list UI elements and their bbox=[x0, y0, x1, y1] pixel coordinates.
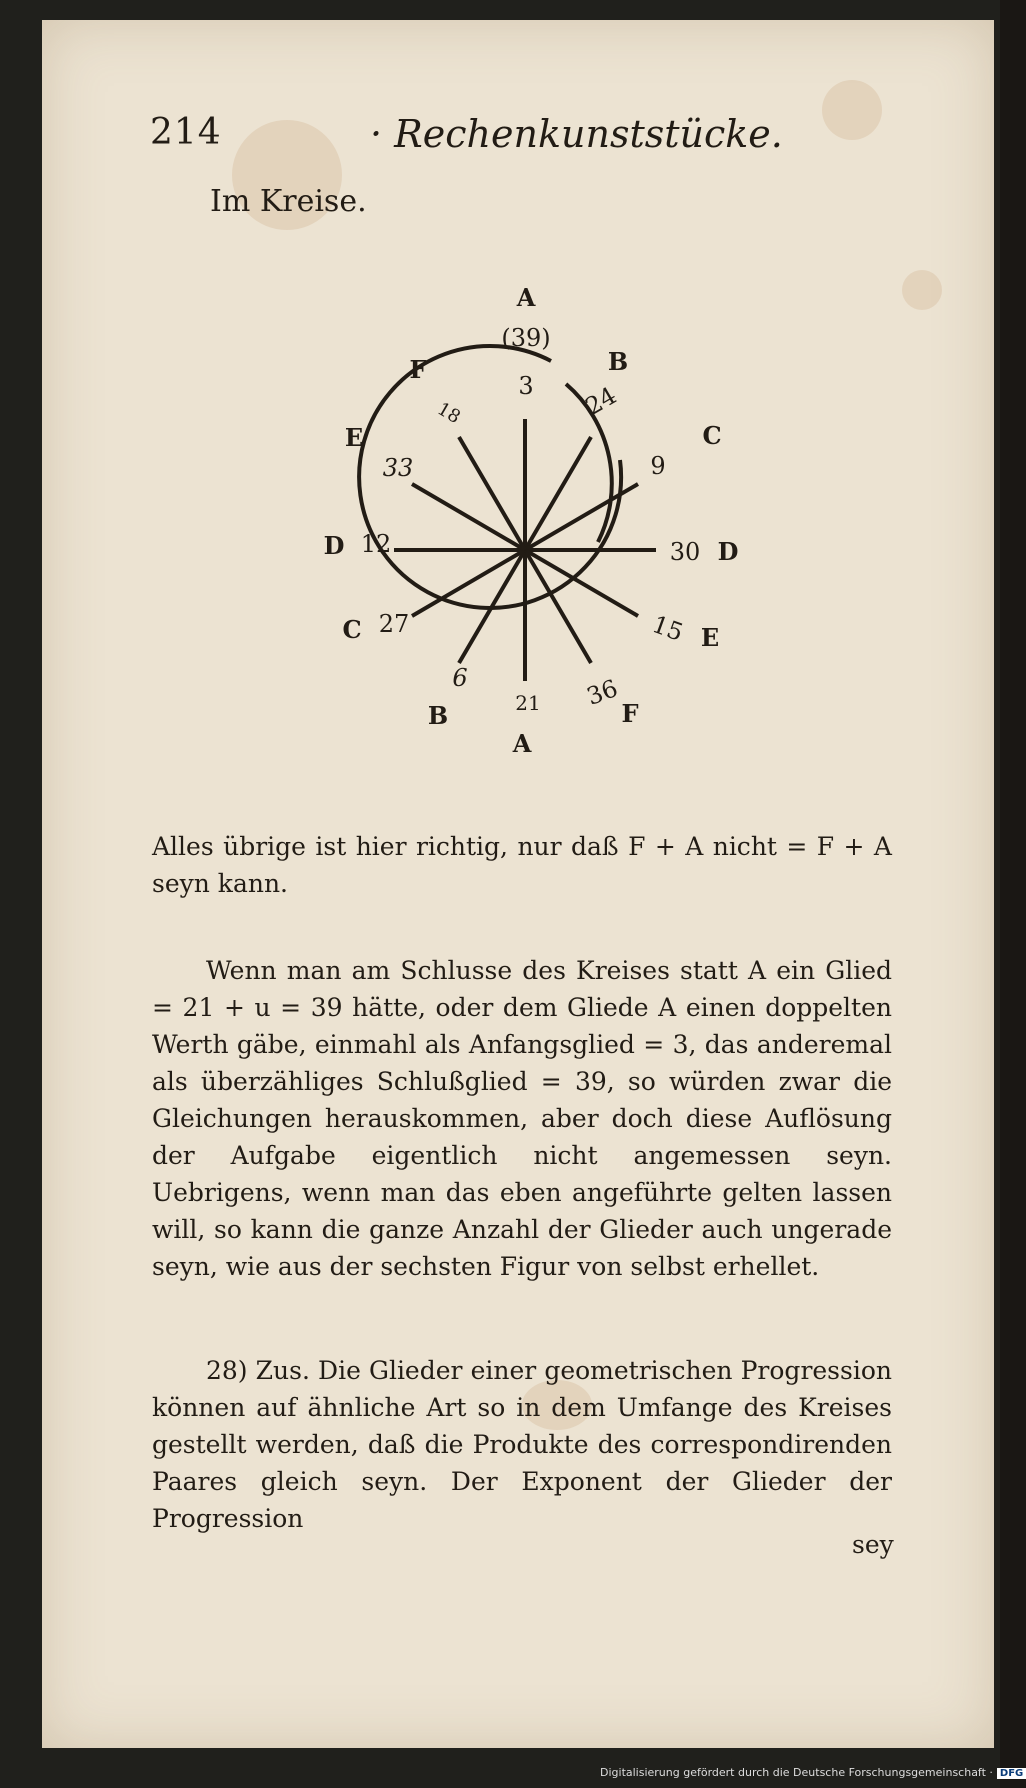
dfg-logo: DFG bbox=[997, 1768, 1026, 1779]
running-title: · Rechenkunststücke. bbox=[370, 112, 783, 156]
credit-text: Digitalisierung gefördert durch die Deutsche Forschungsgemeinschaft · bbox=[600, 1766, 993, 1779]
label-21: 21 bbox=[515, 691, 541, 715]
label-B-bottom: B bbox=[427, 701, 449, 730]
label-top-value: (39) bbox=[501, 324, 551, 352]
section-subheading: Im Kreise. bbox=[210, 184, 367, 219]
label-F-top: F bbox=[409, 355, 427, 384]
label-E-right: E bbox=[700, 623, 720, 652]
label-18: 18 bbox=[433, 398, 464, 429]
label-B-top: B bbox=[607, 347, 629, 376]
paragraph-3: 28) Zus. Die Glieder einer geometrischen Progression können auf ähnliche Art so in dem Umfange des Kreises gestellt werden, daß die Produkte des correspondirenden Paares gleich seyn. Der Exponent der Glieder der Progression bbox=[152, 1356, 892, 1533]
paragraph-1: Alles übrige ist hier richtig, nur daß F + A nicht = F + A seyn kann. bbox=[152, 832, 892, 898]
catchword: sey bbox=[852, 1530, 894, 1559]
label-12: 12 bbox=[360, 530, 392, 558]
paragraph-2: Wenn man am Schlusse des Kreises statt A ein Glied = 21 + u = 39 hätte, oder dem Gliede A einen doppelten Werth gäbe, einmahl als Anfangsglied = 3, das anderemal als überzähliges Schlußglied = 39, so würden zwar die Gleichungen herauskommen, aber doch diese Auflösung der Aufgabe eigentlich nicht angemessen seyn. Uebrigens, wenn man das eben angeführte gelten lassen will, so kann die ganze Anzahl der Glieder auch ungerade seyn, wie aus der sechsten Figur von selbst erhellet. bbox=[152, 956, 892, 1281]
label-9: 9 bbox=[650, 452, 666, 480]
page-number: 214 bbox=[150, 112, 222, 153]
label-C-left: C bbox=[342, 615, 362, 644]
label-A-bottom: A bbox=[512, 729, 532, 758]
label-E-left: E bbox=[344, 423, 364, 452]
label-30: 30 bbox=[669, 538, 701, 566]
label-24: 24 bbox=[580, 381, 622, 421]
paper-stain bbox=[902, 270, 942, 310]
label-27: 27 bbox=[378, 610, 410, 638]
circle-spokes bbox=[394, 419, 656, 681]
digitization-credit bbox=[600, 1766, 1026, 1779]
label-D-right: D bbox=[717, 537, 739, 566]
label-top-number: 3 bbox=[518, 372, 534, 400]
page-header bbox=[150, 112, 910, 168]
circle-figure bbox=[300, 280, 760, 760]
label-6: 6 bbox=[452, 664, 468, 692]
label-15: 15 bbox=[648, 610, 687, 647]
label-D-left: D bbox=[323, 531, 345, 560]
label-C-top: C bbox=[702, 421, 722, 450]
label-33: 33 bbox=[382, 454, 414, 482]
label-F-right: F bbox=[621, 699, 639, 728]
label-36: 36 bbox=[583, 674, 622, 711]
label-top-letter: A bbox=[516, 283, 536, 312]
